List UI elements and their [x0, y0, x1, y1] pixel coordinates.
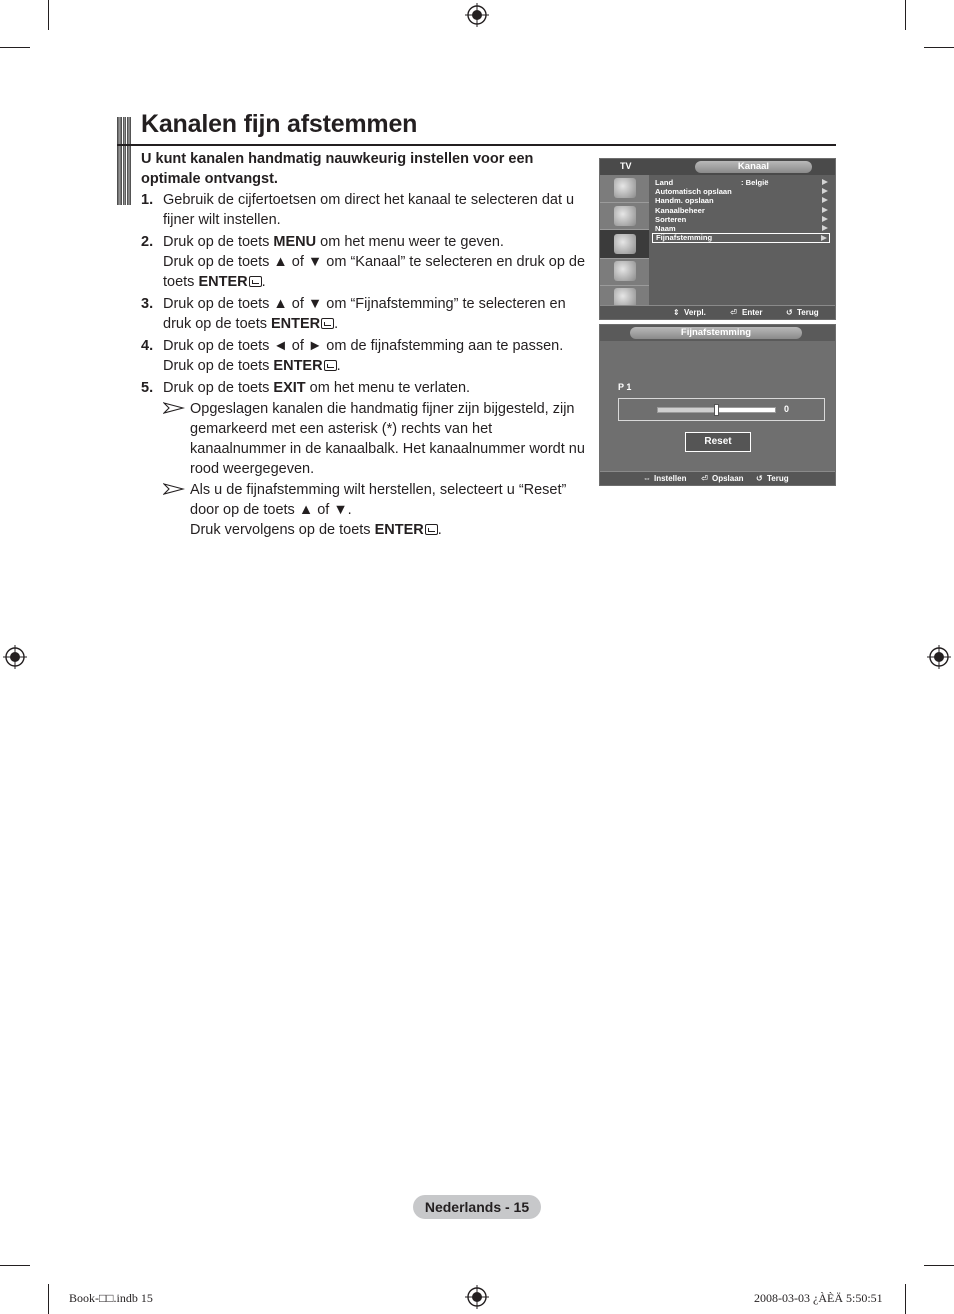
menu-item-label: Automatisch opslaan — [655, 187, 732, 197]
key-label: ENTER — [198, 274, 248, 290]
step-number: 4. — [141, 338, 154, 354]
crop-mark — [905, 0, 906, 30]
slider-handle[interactable] — [714, 404, 719, 416]
crop-mark — [48, 0, 49, 30]
note-text: . — [437, 522, 442, 538]
screen-footer — [600, 305, 835, 319]
menu-item-manual-store[interactable] — [652, 196, 830, 205]
note-text: Opgeslagen kanalen die handmatig fijner zijn bijgesteld, zijn gemarkeerd met een asterisk (*) rechts van het kanaalnummer in de kanaalbalk. Het kanaalnummer wordt nu rood weergegeven. — [190, 401, 585, 477]
menu-item-label: Kanaalbeheer — [655, 205, 705, 215]
enter-icon — [321, 318, 334, 329]
footer-back: Terug — [767, 474, 789, 483]
up-down-icon: ⇕ — [673, 308, 680, 317]
enter-icon: ⏎ — [701, 474, 708, 483]
footer-back: Terug — [797, 308, 819, 317]
key-label: ENTER — [271, 316, 321, 332]
steps-list — [141, 190, 586, 542]
menu-title-pill: Fijnafstemming — [630, 327, 802, 339]
menu-title-pill: Kanaal — [695, 161, 812, 173]
screen-header — [600, 159, 835, 175]
step-text: Druk op de toets ▲ of ▼ om “Fijnafstemming” te selecteren en druk op de toets — [163, 296, 566, 332]
menu-item-label: Land — [655, 178, 674, 187]
slider-value: 0 — [784, 404, 790, 414]
tv-menu-screen-channel — [599, 158, 836, 320]
step-number: 1. — [141, 192, 154, 208]
menu-item-label: Fijnafstemming — [656, 233, 713, 243]
menu-item-label: Naam — [655, 223, 676, 233]
crop-mark — [0, 1265, 30, 1266]
step-text: . — [336, 358, 341, 374]
key-label: EXIT — [273, 380, 306, 396]
footer-adjust: Instellen — [654, 474, 687, 483]
setup-icon[interactable] — [614, 261, 636, 281]
return-icon: ↺ — [786, 308, 793, 317]
crop-mark — [924, 1265, 954, 1266]
tv-menu-screen-fine-tune — [599, 324, 836, 486]
menu-item-name[interactable] — [652, 224, 830, 233]
step-5 — [141, 378, 586, 540]
menu-item-land[interactable] — [652, 178, 830, 187]
step-text: Druk op de toets — [163, 380, 274, 396]
fine-tune-slider[interactable] — [657, 407, 776, 413]
step-text: . — [261, 274, 266, 290]
note-arrow-icon — [163, 402, 185, 414]
reset-button[interactable]: Reset — [685, 432, 751, 452]
screen-footer — [600, 471, 835, 485]
note-1 — [163, 399, 586, 479]
registration-mark-icon — [465, 1285, 489, 1309]
footer-move: Verpl. — [684, 308, 706, 317]
step-1 — [141, 190, 586, 230]
menu-sidebar — [600, 175, 649, 311]
sidebar-divider — [600, 202, 649, 203]
step-text: om het menu te verlaten. — [305, 380, 471, 396]
note-text: Druk vervolgens op de toets — [190, 522, 375, 538]
menu-item-auto-store[interactable] — [652, 187, 830, 196]
step-2 — [141, 232, 586, 292]
menu-item-label: Handm. opslaan — [655, 196, 714, 206]
menu-item-value: : België — [741, 178, 769, 187]
step-text: . — [334, 316, 339, 332]
arrow-right-icon — [822, 179, 828, 185]
menu-list — [652, 178, 830, 243]
arrow-right-icon — [821, 235, 827, 241]
step-text: Druk op de toets — [163, 358, 274, 374]
menu-item-fine-tune[interactable] — [652, 233, 830, 243]
print-slug-date: 2008-03-03 ¿ÀÈÄ 5:50:51 — [754, 1291, 883, 1305]
slider-fill — [658, 408, 717, 412]
sidebar-divider — [600, 258, 649, 259]
note-arrow-icon — [163, 483, 185, 495]
key-label: ENTER — [374, 522, 424, 538]
menu-item-sort[interactable] — [652, 215, 830, 224]
registration-mark-icon — [465, 3, 489, 27]
step-number: 5. — [141, 380, 154, 396]
footer-save: Opslaan — [712, 474, 744, 483]
step-text: Druk op de toets ◄ of ► om de fijnafstemming aan te passen. — [163, 338, 564, 354]
footer-enter: Enter — [742, 308, 763, 317]
title-accent-bars — [117, 117, 133, 205]
crop-mark — [924, 47, 954, 48]
page-title: Kanalen fijn afstemmen — [141, 110, 418, 138]
sound-icon[interactable] — [614, 206, 636, 226]
enter-icon — [425, 524, 438, 535]
step-text: Gebruik de cijfertoetsen om direct het kanaal te selecteren dat u fijner wilt instellen. — [163, 192, 575, 228]
enter-icon — [324, 360, 337, 371]
registration-mark-icon — [927, 645, 951, 669]
step-number: 2. — [141, 234, 154, 250]
menu-item-label: Sorteren — [655, 214, 687, 224]
channel-label: P 1 — [618, 382, 632, 392]
step-text: om het menu weer te geven. — [316, 234, 504, 250]
note-text: Als u de fijnafstemming wilt herstellen, selecteert u “Reset” door op de toets ▲ of ▼. — [190, 482, 567, 518]
arrow-right-icon — [822, 225, 828, 231]
enter-icon: ⏎ — [730, 308, 737, 317]
channel-icon[interactable] — [614, 234, 636, 254]
arrow-right-icon — [822, 216, 828, 222]
key-label: MENU — [273, 234, 317, 250]
return-icon: ↺ — [756, 474, 763, 483]
page-number-badge: Nederlands - 15 — [413, 1195, 541, 1219]
note-2 — [163, 480, 586, 540]
key-label: ENTER — [273, 358, 323, 374]
step-text: Druk op de toets — [163, 234, 274, 250]
step-text: Druk op de toets ▲ of ▼ om “Kanaal” te selecteren en druk op de toets — [163, 254, 586, 290]
crop-mark — [905, 1284, 906, 1314]
arrow-right-icon — [822, 207, 828, 213]
left-right-icon: ⇔ — [643, 474, 651, 483]
crop-mark — [0, 47, 30, 48]
screen-header — [600, 325, 835, 341]
registration-mark-icon — [3, 645, 27, 669]
intro-text: U kunt kanalen handmatig nauwkeurig instellen voor een optimale ontvangst. — [141, 151, 534, 187]
sidebar-divider — [600, 285, 649, 286]
enter-icon — [249, 276, 262, 287]
tv-label: TV — [620, 161, 632, 171]
print-slug-file: Book-□□.indb 15 — [69, 1291, 153, 1305]
arrow-right-icon — [822, 188, 828, 194]
fine-tune-slider-box — [618, 398, 825, 421]
step-4 — [141, 336, 586, 376]
picture-icon[interactable] — [614, 178, 636, 198]
step-3 — [141, 294, 586, 334]
sidebar-divider — [600, 229, 649, 230]
menu-item-channel-manager[interactable] — [652, 206, 830, 215]
crop-mark — [48, 1284, 49, 1314]
arrow-right-icon — [822, 197, 828, 203]
title-divider — [117, 144, 836, 146]
step-number: 3. — [141, 296, 154, 312]
